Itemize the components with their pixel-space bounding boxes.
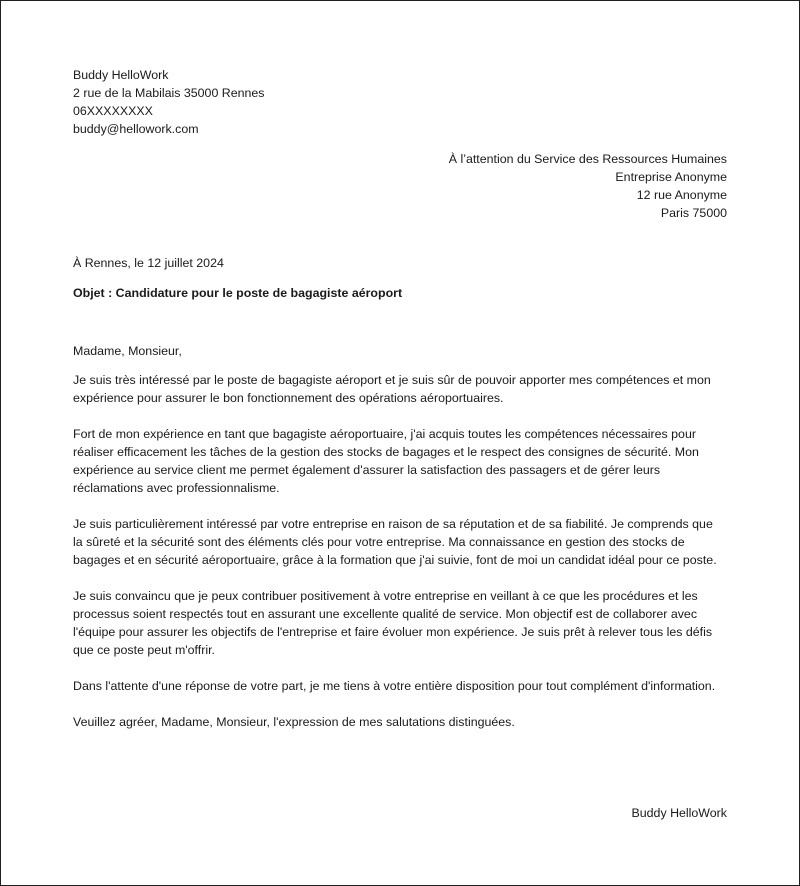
letter-body <box>73 342 723 749</box>
paragraph-closing: Veuillez agréer, Madame, Monsieur, l'expression de mes salutations distinguées. <box>73 715 515 729</box>
letter-salutation: Madame, Monsieur, <box>73 344 182 358</box>
recipient-block <box>307 150 727 222</box>
paragraph-5: Dans l'attente d'une réponse de votre part, je me tiens à votre entière disposition pour tout complément d'information. <box>73 679 716 693</box>
recipient-company: Entreprise Anonyme <box>615 170 727 184</box>
paragraph-1: Je suis très intéressé par le poste de bagagiste aéroport et je suis sûr de pouvoir apporter mes compétences et mon expérience pour assurer le bon fonctionnement des opérations aéroportuaires. <box>73 373 711 405</box>
sender-block <box>73 66 473 138</box>
paragraph-4: Je suis convaincu que je peux contribuer positivement à votre entreprise en veillant à ce que les procédures et les processus soient respectés tout en assurant une excellente qualité de service. Mon objectif est de collaborer avec l'équipe pour assurer les objectifs de l'entreprise et faire évoluer mon expérience. Je suis prêt à relever tous les défis que ce poste peut m'offrir. <box>73 589 713 657</box>
letter-signature: Buddy HelloWork <box>631 806 727 820</box>
paragraph-3: Je suis particulièrement intéressé par votre entreprise en raison de sa réputation et de sa fiabilité. Je comprends que la sûreté et la sécurité sont des éléments clés pour votre entreprise. Ma connaissance en gestion des stocks de bagages et en sécurité aéroportuaire, grâce à la formation que j'ai suivie, font de moi un candidat idéal pour ce poste. <box>73 517 717 567</box>
recipient-attention: À l’attention du Service des Ressources Humaines <box>448 152 727 166</box>
sender-name: Buddy HelloWork <box>73 68 169 82</box>
recipient-city: Paris 75000 <box>660 206 727 220</box>
sender-address: 2 rue de la Mabilais 35000 Rennes <box>73 86 265 100</box>
sender-phone: 06XXXXXXXX <box>73 104 153 118</box>
letter-subject: Objet : Candidature pour le poste de bagagiste aéroport <box>73 286 403 300</box>
letter-date: À Rennes, le 12 juillet 2024 <box>73 256 224 270</box>
paragraph-2: Fort de mon expérience en tant que bagagiste aéroportuaire, j'ai acquis toutes les compétences nécessaires pour réaliser efficacement les tâches de la gestion des stocks de bagages et le respect des consignes de sécurité. Mon expérience au service client me permet également d'assurer la satisfaction des passagers et de gérer leurs réclamations avec professionnalisme. <box>73 427 699 495</box>
recipient-street: 12 rue Anonyme <box>636 188 727 202</box>
sender-email: buddy@hellowork.com <box>73 122 199 136</box>
